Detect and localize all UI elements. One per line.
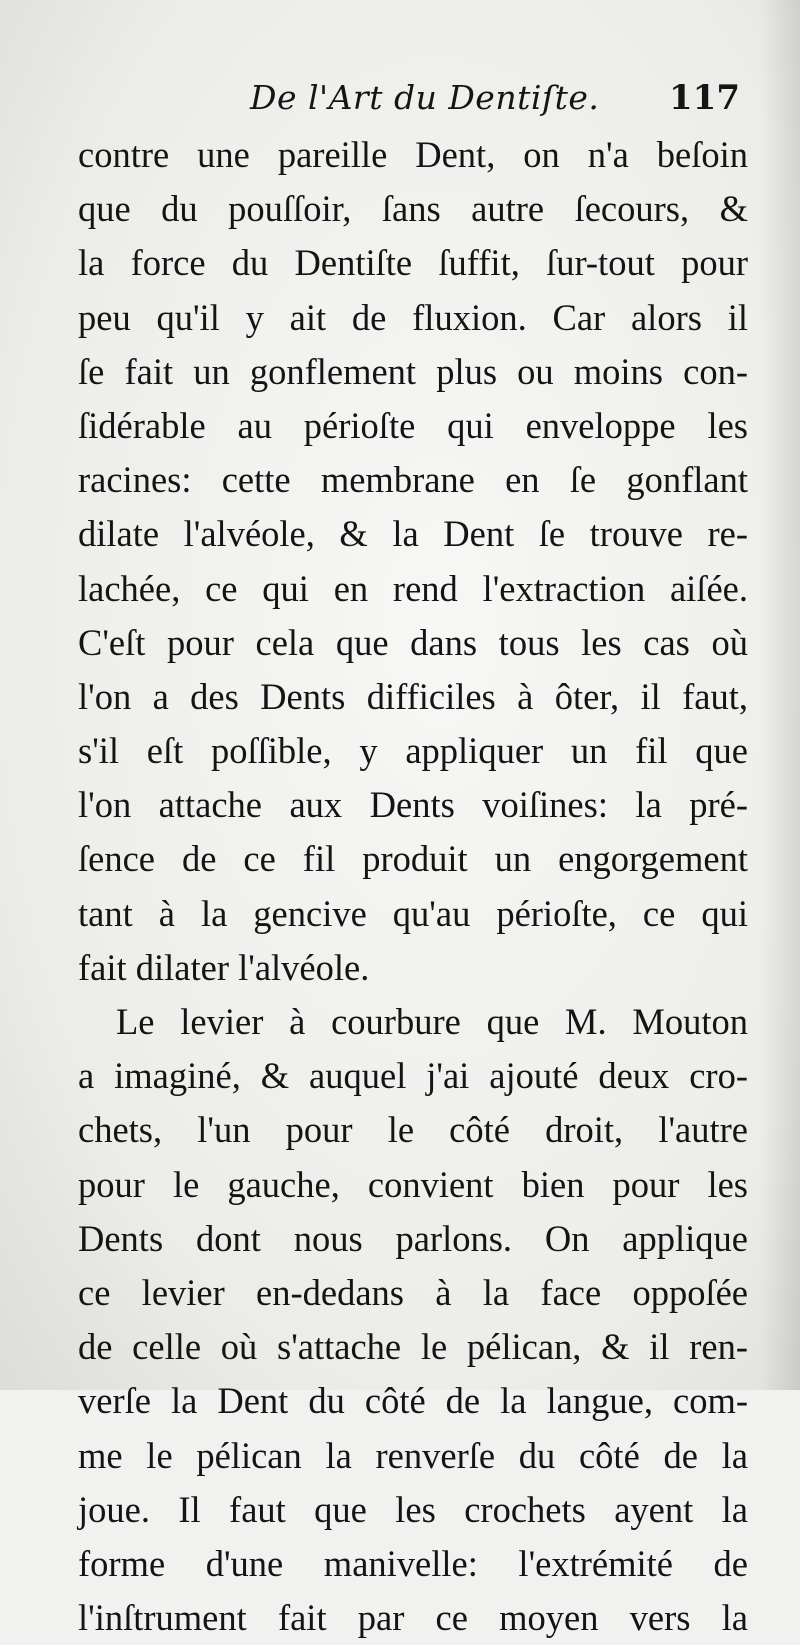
paragraph-start-line: Le levier à courbure que M. Mouton — [116, 1001, 748, 1042]
text-line: forme d'une manivelle: l'extrémité de — [78, 1542, 748, 1584]
paragraph-end-line: fait dilater l'alvéole. — [78, 946, 370, 988]
text-line: tant à la gencive qu'au périoſte, ce qui — [78, 892, 748, 934]
text-line: peu qu'il y ait de fluxion. Car alors il — [78, 296, 748, 338]
text-line: ſence de ce fil produit un engorgement — [78, 838, 748, 880]
text-line: la force du Dentiſte ſuffit, ſur-tout pour — [78, 242, 748, 284]
text-line: verſe la Dent du côté de la langue, com- — [78, 1380, 748, 1422]
text-line: l'on a des Dents difficiles à ôter, il faut, — [78, 675, 748, 717]
text-line: l'on attache aux Dents voiſines: la pré- — [78, 784, 748, 826]
text-line: a imaginé, & auquel j'ai ajouté deux cro- — [78, 1055, 748, 1097]
text-line: s'il eſt poſſible, y appliquer un fil que — [78, 730, 748, 772]
text-line: C'eſt pour cela que dans tous les cas où — [78, 621, 748, 663]
text-line: contre une pareille Dent, on n'a beſoin — [78, 134, 748, 175]
body-text — [78, 128, 748, 1645]
text-line: l'inſtrument fait par ce moyen vers la — [78, 1597, 748, 1639]
text-line: lachée, ce qui en rend l'extraction aiſée. — [78, 567, 748, 609]
page-edge-shadow — [760, 0, 800, 1390]
text-line: dilate l'alvéole, & la Dent ſe trouve re- — [78, 513, 748, 555]
text-line: racines: cette membrane en ſe gonflant — [78, 459, 748, 501]
text-line: Dents dont nous parlons. On applique — [78, 1217, 748, 1259]
text-line: pour le gauche, convient bien pour les — [78, 1163, 748, 1205]
text-line: ſidérable au périoſte qui enveloppe les — [78, 404, 748, 446]
text-line: me le pélican la renverſe du côté de la — [78, 1434, 748, 1476]
running-title: De l'Art du Dentiſte. — [250, 78, 600, 117]
text-line: ſe fait un gonflement plus ou moins con- — [78, 350, 748, 392]
text-line: ce levier en-dedans à la face oppoſée — [78, 1271, 748, 1313]
text-line: joue. Il faut que les crochets ayent la — [78, 1488, 748, 1530]
page-number: 117 — [669, 78, 740, 118]
text-line: que du pouſſoir, ſans autre ſecours, & — [78, 188, 748, 230]
text-line: de celle où s'attache le pélican, & il ren- — [78, 1326, 748, 1368]
page-header — [250, 78, 740, 124]
text-line: chets, l'un pour le côté droit, l'autre — [78, 1109, 748, 1151]
